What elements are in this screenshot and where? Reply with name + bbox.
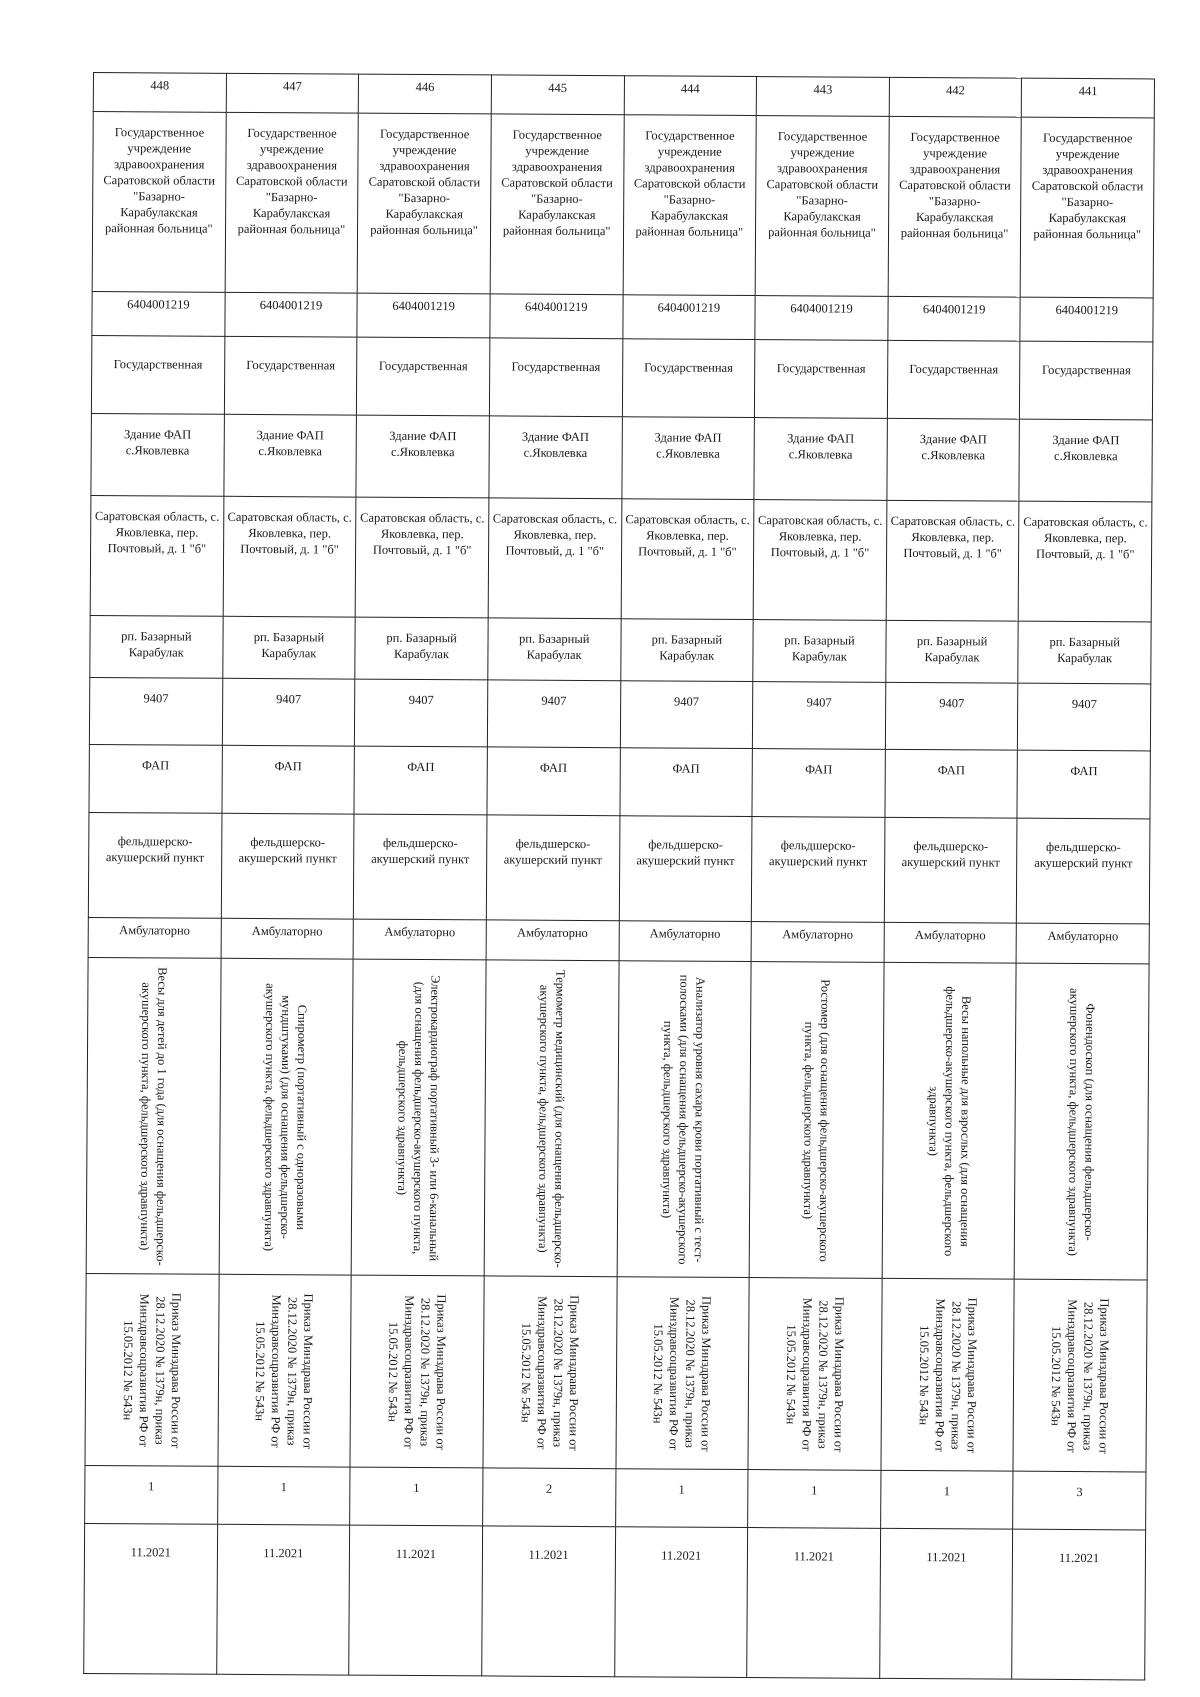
row-inn [92,291,1153,341]
cell-ownership: Государственная [887,340,1020,419]
cell-num: 445 [491,75,624,115]
cell-building: Здание ФАП с.Яковлевка [356,415,489,498]
equipment-text: Весы для детей до 1 года (для оснащения фельдшерско-акушерского пункта, фельдшерского здравпункта) [137,966,170,1266]
cell-unit-abbr: ФАП [1017,750,1150,819]
cell-address: Саратовская область, с. Яковлевка, пер. Почтовый, д. 1 "б" [355,497,488,618]
row-equipment [86,957,1149,1279]
cell-building: Здание ФАП с.Яковлевка [489,416,622,499]
cell-unit-abbr: ФАП [354,746,487,815]
cell-num: 443 [756,77,889,117]
cell-locality: рп. Базарный Карабулак [620,619,753,682]
cell-ownership: Государственная [224,336,357,415]
cell-inn: 6404001219 [92,291,225,336]
cell-unit-full: фельдшерско-акушерский пункт [619,816,752,922]
cell-code: 9407 [620,681,753,749]
cell-quantity: 1 [85,1465,218,1524]
cell-unit-abbr: ФАП [487,747,620,816]
cell-inn: 6404001219 [225,292,358,337]
equipment-text: Ростомер (для оснащения фельдшерско-акушерского пункта, фельдшерского здравпункта) [800,978,833,1262]
cell-inn: 6404001219 [1020,297,1153,342]
cell-quantity: 1 [217,1466,350,1525]
cell-equipment [484,960,619,1277]
cell-date: 11.2021 [482,1526,616,1677]
cell-date: 11.2021 [84,1523,218,1674]
cell-ownership: Государственная [622,339,755,418]
row-building [91,413,1152,501]
cell-inn: 6404001219 [357,293,490,338]
cell-ownership: Государственная [357,337,490,416]
cell-care: Амбулаторно [486,920,619,961]
cell-organization: Государственное учреждение здравоохранения Саратовской области "Базарно-Карабулакская районная больница" [357,113,491,294]
cell-locality: рп. Базарный Карабулак [355,617,488,680]
cell-date: 11.2021 [747,1528,881,1679]
cell-locality: рп. Базарный Карабулак [90,615,223,678]
cell-order [350,1275,484,1468]
cell-building: Здание ФАП с.Яковлевка [621,417,754,500]
cell-num: 447 [226,73,359,113]
cell-organization: Государственное учреждение здравоохранения Саратовской области "Базарно-Карабулакская районная больница" [755,116,889,297]
cell-num: 442 [889,77,1022,117]
cell-quantity: 1 [350,1467,483,1526]
cell-quantity: 1 [615,1469,748,1528]
cell-unit-full: фельдшерско-акушерский пункт [88,812,221,918]
cell-date: 11.2021 [879,1528,1013,1679]
cell-building: Здание ФАП с.Яковлевка [1019,419,1152,502]
cell-date: 11.2021 [1012,1529,1146,1680]
order-text: Приказ Минздрава России от 28.12.2020 № 1379н, приказ Минздравсоцразвития РФ от 15.05.2012 № 543н [651,1295,714,1452]
cell-ownership: Государственная [489,338,622,417]
order-text: Приказ Минздрава России от 28.12.2020 № 1379н, приказ Минздравсоцразвития РФ от 15.05.2012 № 543н [783,1296,847,1452]
equipment-text: Анализатор уровня сахара крови портативный с тест-полосками (для оснащения фельдшерско-акушерского пункта, фельдшерского здравпункта) [660,974,708,1265]
cell-care: Амбулаторно [751,922,884,963]
cell-num: 444 [624,76,757,116]
cell-num: 446 [359,74,492,114]
cell-organization: Государственное учреждение здравоохранения Саратовской области "Базарно-Карабулакская районная больница" [623,115,757,296]
order-text: Приказ Минздрава России от 28.12.2020 № 1379н, приказ Минздравсоцразвития РФ от 15.05.2012 № 543н [385,1293,449,1450]
cell-equipment [351,959,486,1276]
cell-num: 441 [1022,78,1155,118]
cell-order [615,1277,749,1470]
cell-code: 9407 [487,680,620,748]
cell-care: Амбулаторно [884,922,1017,963]
cell-address: Саратовская область, с. Яковлевка, пер. Почтовый, д. 1 "б" [223,496,356,617]
equipment-text: Электрокардиограф портативный 3- или 6-канальный (для оснащения фельдшерско-акушерского пункта, фельдшерского здравпункта) [395,974,443,1261]
cell-building: Здание ФАП с.Яковлевка [887,418,1020,501]
cell-organization: Государственное учреждение здравоохранения Саратовской области "Базарно-Карабулакская районная больница" [490,114,624,295]
cell-care: Амбулаторно [1016,923,1149,964]
cell-order [218,1274,352,1467]
order-text: Приказ Минздрава России от 28.12.2020 № 1379н, приказ Минздравсоцразвития РФ от 15.05.2012 № 543н [120,1292,184,1448]
cell-inn: 6404001219 [888,296,1021,341]
cell-unit-abbr: ФАП [885,749,1018,818]
cell-unit-full: фельдшерско-акушерский пункт [751,817,884,923]
cell-order [881,1278,1015,1471]
cell-quantity: 2 [483,1468,616,1527]
cell-num: 448 [93,73,226,113]
cell-inn: 6404001219 [755,296,888,341]
cell-quantity: 1 [880,1470,1013,1529]
cell-code: 9407 [1018,683,1151,751]
cell-care: Амбулаторно [221,918,354,959]
cell-date: 11.2021 [614,1527,748,1678]
row-unit-abbr [89,744,1150,818]
cell-building: Здание ФАП с.Яковлевка [91,413,224,496]
cell-equipment [86,957,221,1274]
order-text: Приказ Минздрава России от 28.12.2020 № 1379н, приказ Минздравсоцразвития РФ от 15.05.2012 № 543н [916,1297,980,1453]
row-code [89,677,1150,750]
cell-equipment [882,962,1017,1279]
cell-equipment [219,958,354,1275]
cell-address: Саратовская область, с. Яковлевка, пер. Почтовый, д. 1 "б" [90,495,223,616]
row-order [85,1273,1147,1471]
cell-building: Здание ФАП с.Яковлевка [224,414,357,497]
cell-order [748,1278,882,1471]
cell-code: 9407 [222,678,355,746]
cell-unit-full: фельдшерско-акушерский пункт [354,814,487,920]
row-number [93,73,1154,118]
cell-date: 11.2021 [349,1525,483,1676]
cell-order [483,1276,617,1469]
row-care [88,917,1149,963]
cell-locality: рп. Базарный Карабулак [1018,621,1151,684]
row-address [90,495,1152,621]
equipment-table [83,72,1155,1680]
cell-locality: рп. Базарный Карабулак [488,618,621,681]
row-organization [92,112,1154,298]
cell-equipment [749,962,884,1279]
order-text: Приказ Минздрава России от 28.12.2020 № 1379н, приказ Минздравсоцразвития РФ от 15.05.2012 № 543н [253,1293,316,1449]
row-unit-full [88,812,1150,923]
order-text: Приказ Минздрава России от 28.12.2020 № 1379н, приказ Минздравсоцразвития РФ от 15.05.2012 № 543н [518,1294,582,1451]
cell-quantity: 1 [748,1470,881,1529]
cell-unit-abbr: ФАП [89,744,222,813]
equipment-text: Весы напольные для взрослых (для оснащения фельдшерско-акушерского пункта, фельдшерского здравпункта) [925,985,973,1256]
cell-inn: 6404001219 [490,294,623,339]
cell-organization: Государственное учреждение здравоохранения Саратовской области "Базарно-Карабулакская районная больница" [225,112,359,293]
cell-locality: рп. Базарный Карабулак [222,616,355,679]
equipment-text: Спирометр (портативный с одноразовыми мундштуками) (для оснащения фельдшерско-акушерского пункта, фельдшерского здравпункта) [262,982,310,1251]
cell-quantity: 3 [1013,1471,1146,1530]
cell-equipment [617,961,752,1278]
cell-ownership: Государственная [755,340,888,419]
cell-building: Здание ФАП с.Яковлевка [754,418,887,501]
cell-address: Саратовская область, с. Яковлевка, пер. Почтовый, д. 1 "б" [1019,501,1152,622]
cell-address: Саратовская область, с. Яковлевка, пер. Почтовый, д. 1 "б" [886,500,1019,621]
cell-code: 9407 [89,677,222,745]
cell-unit-abbr: ФАП [619,748,752,817]
cell-unit-full: фельдшерско-акушерский пункт [1017,818,1150,924]
cell-ownership: Государственная [1020,341,1153,420]
cell-locality: рп. Базарный Карабулак [753,620,886,683]
cell-care: Амбулаторно [353,919,486,960]
cell-organization: Государственное учреждение здравоохранения Саратовской области "Базарно-Карабулакская районная больница" [1021,117,1155,298]
cell-equipment [1015,963,1150,1280]
cell-order [1013,1279,1147,1472]
row-locality [90,615,1151,683]
cell-organization: Государственное учреждение здравоохранения Саратовской области "Базарно-Карабулакская районная больница" [92,112,226,293]
cell-care: Амбулаторно [619,921,752,962]
order-text: Приказ Минздрава России от 28.12.2020 № 1379н, приказ Минздравсоцразвития РФ от 15.05.2012 № 543н [1048,1297,1112,1454]
equipment-text: Термометр медицинский (для оснащения фельдшерско-акушерского пункта, фельдшерского здравпункта) [535,969,568,1268]
cell-date: 11.2021 [216,1524,350,1675]
cell-unit-full: фельдшерско-акушерский пункт [486,815,619,921]
cell-code: 9407 [355,679,488,747]
row-ownership [91,335,1152,419]
cell-unit-full: фельдшерско-акушерский пункт [221,813,354,919]
row-quantity [85,1465,1146,1529]
cell-unit-abbr: ФАП [752,749,885,818]
cell-order [85,1273,219,1466]
cell-unit-full: фельдшерско-акушерский пункт [884,817,1017,923]
cell-organization: Государственное учреждение здравоохранения Саратовской области "Базарно-Карабулакская районная больница" [888,116,1022,297]
cell-inn: 6404001219 [622,295,755,340]
equipment-text: Фонендоскоп (для оснащения фельдшерско-акушерского пункта, фельдшерского здравпункта) [1065,987,1098,1256]
cell-address: Саратовская область, с. Яковлевка, пер. Почтовый, д. 1 "б" [753,500,886,621]
cell-unit-abbr: ФАП [222,745,355,814]
cell-locality: рп. Базарный Карабулак [886,620,1019,683]
cell-address: Саратовская область, с. Яковлевка, пер. Почтовый, д. 1 "б" [488,498,621,619]
cell-code: 9407 [885,682,1018,750]
cell-care: Амбулаторно [88,917,221,958]
row-date [84,1523,1146,1679]
cell-code: 9407 [753,682,886,750]
cell-ownership: Государственная [91,335,224,414]
cell-address: Саратовская область, с. Яковлевка, пер. Почтовый, д. 1 "б" [621,499,754,620]
